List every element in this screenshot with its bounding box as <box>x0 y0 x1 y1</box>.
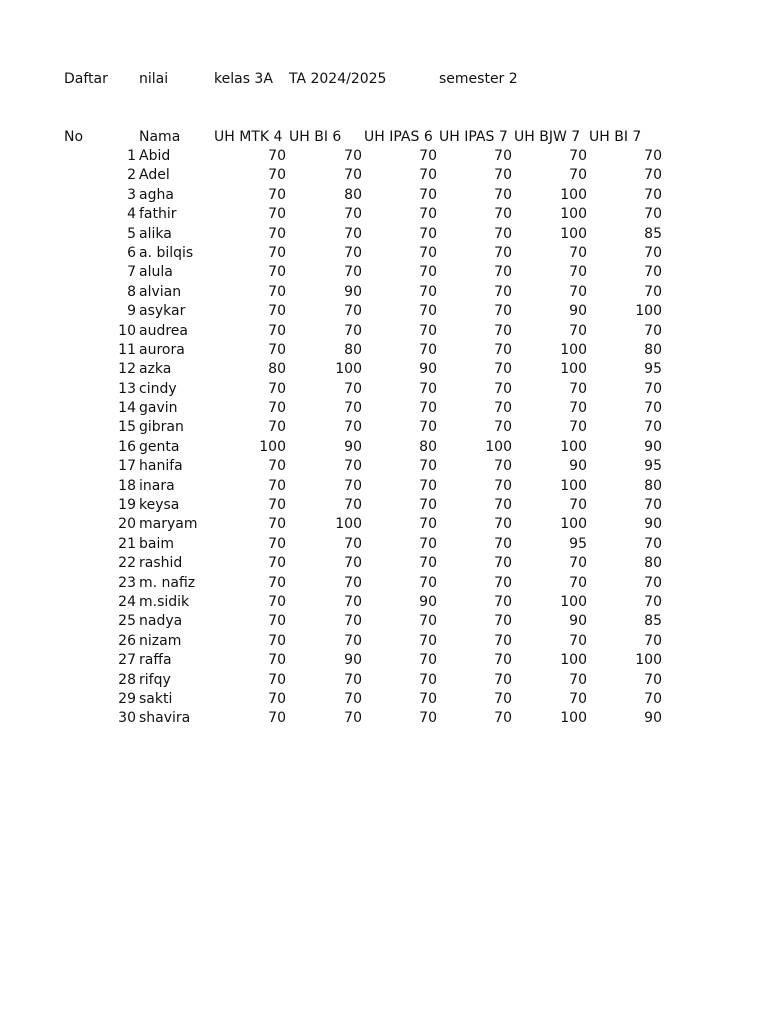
table-row <box>0 554 768 573</box>
score-uh-bjw-7: 70 <box>569 167 587 184</box>
score-uh-bi-7: 70 <box>644 264 662 281</box>
score-uh-ipas-7: 70 <box>494 322 512 339</box>
score-uh-ipas-7: 70 <box>494 341 512 358</box>
score-uh-ipas-7: 70 <box>494 632 512 649</box>
score-uh-bi-7: 80 <box>644 555 662 572</box>
score-uh-mtk-4: 70 <box>268 555 286 572</box>
student-name: inara <box>139 477 175 494</box>
student-name: keysa <box>139 497 180 514</box>
header-uh-bi-7: UH BI 7 <box>589 129 642 145</box>
table-row <box>0 612 768 631</box>
score-uh-ipas-7: 100 <box>485 438 512 455</box>
score-uh-bi-6: 70 <box>344 497 362 514</box>
row-number: 13 <box>118 380 136 397</box>
table-row <box>0 515 768 534</box>
score-uh-bjw-7: 100 <box>560 225 587 242</box>
score-uh-bjw-7: 90 <box>569 303 587 320</box>
table-row <box>0 477 768 496</box>
score-uh-bi-6: 70 <box>344 167 362 184</box>
student-name: genta <box>139 438 180 455</box>
score-uh-bi-7: 90 <box>644 516 662 533</box>
title-daftar: Daftar <box>64 71 108 87</box>
student-name: maryam <box>139 516 198 533</box>
score-uh-ipas-6: 70 <box>419 477 437 494</box>
row-number: 24 <box>118 593 136 610</box>
score-uh-bi-7: 70 <box>644 497 662 514</box>
score-uh-ipas-7: 70 <box>494 574 512 591</box>
student-name: a. bilqis <box>139 244 194 261</box>
score-uh-ipas-7: 70 <box>494 555 512 572</box>
score-uh-mtk-4: 70 <box>268 380 286 397</box>
table-row <box>0 205 768 224</box>
score-uh-ipas-6: 70 <box>419 497 437 514</box>
score-uh-ipas-6: 70 <box>419 380 437 397</box>
score-uh-bjw-7: 70 <box>569 148 587 164</box>
score-uh-bi-6: 70 <box>344 303 362 320</box>
row-number: 6 <box>127 244 136 261</box>
score-uh-ipas-6: 70 <box>419 264 437 281</box>
row-number: 26 <box>118 632 136 649</box>
score-uh-bjw-7: 100 <box>560 341 587 358</box>
score-uh-bi-7: 70 <box>644 244 662 261</box>
student-name: rashid <box>139 555 183 572</box>
score-uh-bjw-7: 100 <box>560 438 587 455</box>
student-name: baim <box>139 535 174 552</box>
score-uh-bjw-7: 100 <box>560 206 587 223</box>
score-uh-mtk-4: 70 <box>268 671 286 688</box>
row-number: 29 <box>118 690 136 707</box>
score-uh-bi-7: 90 <box>644 710 662 727</box>
score-uh-bi-6: 70 <box>344 380 362 397</box>
score-uh-ipas-6: 70 <box>419 167 437 184</box>
row-number: 7 <box>127 264 136 281</box>
header-uh-bi-6: UH BI 6 <box>289 129 342 145</box>
score-uh-bi-6: 70 <box>344 148 362 164</box>
score-uh-ipas-6: 70 <box>419 419 437 436</box>
score-uh-bi-7: 70 <box>644 535 662 552</box>
score-uh-bi-6: 70 <box>344 632 362 649</box>
score-uh-ipas-6: 70 <box>419 244 437 261</box>
title-nilai: nilai <box>139 71 169 87</box>
score-uh-bi-6: 70 <box>344 535 362 552</box>
student-name: gibran <box>139 419 184 436</box>
student-name: m. nafiz <box>139 574 196 591</box>
score-uh-ipas-7: 70 <box>494 593 512 610</box>
score-uh-mtk-4: 70 <box>268 283 286 300</box>
score-uh-mtk-4: 70 <box>268 419 286 436</box>
score-uh-mtk-4: 70 <box>268 593 286 610</box>
student-name: rifqy <box>139 671 171 688</box>
table-row <box>0 360 768 379</box>
score-uh-ipas-6: 70 <box>419 225 437 242</box>
score-uh-bi-7: 70 <box>644 671 662 688</box>
score-uh-ipas-7: 70 <box>494 497 512 514</box>
score-uh-bi-7: 80 <box>644 341 662 358</box>
score-uh-bi-6: 80 <box>344 186 362 203</box>
row-number: 21 <box>118 535 136 552</box>
score-uh-ipas-6: 70 <box>419 516 437 533</box>
score-uh-bi-7: 90 <box>644 438 662 455</box>
score-uh-mtk-4: 70 <box>268 225 286 242</box>
student-name: fathir <box>139 206 177 223</box>
score-uh-ipas-7: 70 <box>494 225 512 242</box>
score-uh-ipas-7: 70 <box>494 244 512 261</box>
score-uh-bi-7: 70 <box>644 206 662 223</box>
score-uh-bi-7: 85 <box>644 225 662 242</box>
score-uh-bjw-7: 100 <box>560 186 587 203</box>
score-uh-ipas-6: 90 <box>419 593 437 610</box>
student-name: raffa <box>139 652 172 669</box>
score-uh-bi-7: 70 <box>644 186 662 203</box>
score-uh-ipas-6: 70 <box>419 458 437 475</box>
table-row <box>0 535 768 554</box>
student-name: Abid <box>139 148 171 164</box>
score-uh-bjw-7: 70 <box>569 264 587 281</box>
score-uh-bjw-7: 70 <box>569 690 587 707</box>
score-uh-bjw-7: 100 <box>560 652 587 669</box>
score-uh-mtk-4: 70 <box>268 574 286 591</box>
score-uh-ipas-7: 70 <box>494 477 512 494</box>
score-uh-bi-7: 70 <box>644 574 662 591</box>
score-uh-bi-7: 70 <box>644 419 662 436</box>
score-uh-mtk-4: 80 <box>268 361 286 378</box>
row-number: 9 <box>127 303 136 320</box>
student-name: asykar <box>139 303 186 320</box>
table-row <box>0 651 768 670</box>
row-number: 3 <box>127 186 136 203</box>
score-uh-bjw-7: 100 <box>560 516 587 533</box>
score-uh-ipas-6: 70 <box>419 690 437 707</box>
score-uh-ipas-7: 70 <box>494 613 512 630</box>
score-uh-mtk-4: 70 <box>268 652 286 669</box>
score-uh-ipas-6: 70 <box>419 341 437 358</box>
score-uh-ipas-7: 70 <box>494 206 512 223</box>
student-name: nadya <box>139 613 183 630</box>
table-row <box>0 690 768 709</box>
title-kelas: kelas 3A <box>214 71 273 87</box>
score-uh-bjw-7: 70 <box>569 244 587 261</box>
score-uh-bi-6: 70 <box>344 555 362 572</box>
score-uh-bjw-7: 70 <box>569 497 587 514</box>
score-uh-bi-7: 70 <box>644 322 662 339</box>
score-uh-bi-6: 70 <box>344 690 362 707</box>
score-uh-ipas-7: 70 <box>494 186 512 203</box>
student-name: alula <box>139 264 173 281</box>
score-uh-mtk-4: 70 <box>268 186 286 203</box>
score-uh-mtk-4: 70 <box>268 303 286 320</box>
score-uh-ipas-7: 70 <box>494 710 512 727</box>
score-uh-bi-7: 100 <box>635 303 662 320</box>
score-uh-bi-6: 70 <box>344 710 362 727</box>
row-number: 25 <box>118 613 136 630</box>
score-uh-bi-7: 70 <box>644 148 662 164</box>
score-uh-ipas-6: 70 <box>419 652 437 669</box>
score-uh-ipas-7: 70 <box>494 361 512 378</box>
score-uh-mtk-4: 70 <box>268 535 286 552</box>
row-number: 17 <box>118 458 136 475</box>
student-name: audrea <box>139 322 188 339</box>
score-uh-ipas-6: 90 <box>419 361 437 378</box>
score-uh-bjw-7: 70 <box>569 322 587 339</box>
row-number: 11 <box>118 341 136 358</box>
score-uh-bi-6: 70 <box>344 206 362 223</box>
table-row <box>0 186 768 205</box>
student-name: azka <box>139 361 172 378</box>
score-uh-mtk-4: 70 <box>268 322 286 339</box>
header-uh-bjw-7: UH BJW 7 <box>514 129 581 145</box>
table-row <box>0 438 768 457</box>
table-row <box>0 283 768 302</box>
score-uh-ipas-6: 80 <box>419 438 437 455</box>
table-row <box>0 496 768 515</box>
score-uh-mtk-4: 70 <box>268 477 286 494</box>
row-number: 23 <box>118 574 136 591</box>
score-uh-ipas-7: 70 <box>494 419 512 436</box>
student-name: m.sidik <box>139 593 190 610</box>
score-uh-bjw-7: 100 <box>560 710 587 727</box>
table-row <box>0 593 768 612</box>
score-uh-ipas-6: 70 <box>419 535 437 552</box>
score-uh-mtk-4: 70 <box>268 613 286 630</box>
score-uh-bi-7: 95 <box>644 458 662 475</box>
table-row <box>0 263 768 282</box>
score-uh-bi-7: 70 <box>644 167 662 184</box>
row-number: 18 <box>118 477 136 494</box>
score-uh-bjw-7: 100 <box>560 477 587 494</box>
row-number: 30 <box>118 710 136 727</box>
student-name: shavira <box>139 710 191 727</box>
score-uh-ipas-6: 70 <box>419 186 437 203</box>
student-name: sakti <box>139 690 173 707</box>
score-uh-ipas-7: 70 <box>494 535 512 552</box>
student-name: aurora <box>139 341 185 358</box>
score-uh-mtk-4: 100 <box>259 438 286 455</box>
score-uh-bi-6: 70 <box>344 400 362 417</box>
score-uh-ipas-6: 70 <box>419 555 437 572</box>
score-uh-ipas-7: 70 <box>494 283 512 300</box>
header-uh-mtk-4: UH MTK 4 <box>214 129 283 145</box>
score-table-body <box>0 147 768 729</box>
score-uh-mtk-4: 70 <box>268 632 286 649</box>
student-name: hanifa <box>139 458 183 475</box>
table-row <box>0 225 768 244</box>
row-number: 2 <box>127 167 136 184</box>
score-uh-bjw-7: 70 <box>569 632 587 649</box>
student-name: alika <box>139 225 172 242</box>
score-uh-mtk-4: 70 <box>268 690 286 707</box>
score-uh-mtk-4: 70 <box>268 206 286 223</box>
score-uh-mtk-4: 70 <box>268 458 286 475</box>
score-uh-ipas-6: 70 <box>419 148 437 164</box>
table-row <box>0 322 768 341</box>
header-nama: Nama <box>139 129 181 145</box>
student-name: gavin <box>139 400 178 417</box>
score-uh-mtk-4: 70 <box>268 148 286 164</box>
score-uh-bi-6: 100 <box>335 516 362 533</box>
score-uh-bi-6: 100 <box>335 361 362 378</box>
score-uh-bi-6: 90 <box>344 438 362 455</box>
score-uh-ipas-7: 70 <box>494 148 512 164</box>
table-row <box>0 244 768 263</box>
score-uh-mtk-4: 70 <box>268 516 286 533</box>
student-name: agha <box>139 186 174 203</box>
score-uh-bi-6: 70 <box>344 458 362 475</box>
row-number: 5 <box>127 225 136 242</box>
header-uh-ipas-6: UH IPAS 6 <box>364 129 433 145</box>
score-uh-ipas-6: 70 <box>419 632 437 649</box>
score-uh-bjw-7: 100 <box>560 593 587 610</box>
score-uh-mtk-4: 70 <box>268 497 286 514</box>
score-uh-bjw-7: 70 <box>569 671 587 688</box>
header-uh-ipas-7: UH IPAS 7 <box>439 129 508 145</box>
student-name: alvian <box>139 283 182 300</box>
score-uh-bi-7: 70 <box>644 690 662 707</box>
title-ta: TA 2024/2025 <box>289 71 387 87</box>
score-uh-bi-7: 70 <box>644 380 662 397</box>
score-uh-bi-7: 100 <box>635 652 662 669</box>
table-row <box>0 574 768 593</box>
score-uh-ipas-7: 70 <box>494 690 512 707</box>
row-number: 27 <box>118 652 136 669</box>
score-uh-bjw-7: 70 <box>569 419 587 436</box>
score-uh-mtk-4: 70 <box>268 341 286 358</box>
score-uh-ipas-7: 70 <box>494 303 512 320</box>
score-uh-bjw-7: 90 <box>569 613 587 630</box>
score-uh-bjw-7: 90 <box>569 458 587 475</box>
table-row <box>0 399 768 418</box>
score-uh-bjw-7: 70 <box>569 283 587 300</box>
score-uh-bi-6: 90 <box>344 283 362 300</box>
score-uh-bi-7: 70 <box>644 593 662 610</box>
score-uh-bi-6: 70 <box>344 225 362 242</box>
score-uh-bi-6: 80 <box>344 341 362 358</box>
score-uh-mtk-4: 70 <box>268 167 286 184</box>
score-uh-bi-6: 70 <box>344 613 362 630</box>
table-row <box>0 380 768 399</box>
row-number: 10 <box>118 322 136 339</box>
row-number: 22 <box>118 555 136 572</box>
row-number: 1 <box>127 148 136 164</box>
score-uh-ipas-7: 70 <box>494 652 512 669</box>
table-row <box>0 341 768 360</box>
score-uh-ipas-7: 70 <box>494 671 512 688</box>
score-uh-ipas-6: 70 <box>419 303 437 320</box>
score-uh-ipas-6: 70 <box>419 710 437 727</box>
score-uh-mtk-4: 70 <box>268 710 286 727</box>
score-uh-ipas-7: 70 <box>494 516 512 533</box>
score-uh-bi-6: 70 <box>344 244 362 261</box>
score-uh-bi-6: 70 <box>344 574 362 591</box>
student-name: nizam <box>139 632 182 649</box>
row-number: 4 <box>127 206 136 223</box>
table-row <box>0 671 768 690</box>
score-uh-mtk-4: 70 <box>268 400 286 417</box>
student-name: cindy <box>139 380 177 397</box>
score-uh-bi-6: 90 <box>344 652 362 669</box>
score-uh-ipas-6: 70 <box>419 322 437 339</box>
score-uh-bi-7: 70 <box>644 632 662 649</box>
row-number: 12 <box>118 361 136 378</box>
score-uh-bjw-7: 70 <box>569 400 587 417</box>
score-uh-mtk-4: 70 <box>268 244 286 261</box>
row-number: 28 <box>118 671 136 688</box>
table-row <box>0 632 768 651</box>
score-uh-bjw-7: 70 <box>569 555 587 572</box>
score-uh-ipas-7: 70 <box>494 264 512 281</box>
score-uh-bi-6: 70 <box>344 477 362 494</box>
score-uh-ipas-6: 70 <box>419 206 437 223</box>
score-uh-ipas-6: 70 <box>419 574 437 591</box>
row-number: 8 <box>127 283 136 300</box>
score-uh-ipas-6: 70 <box>419 283 437 300</box>
header-no: No <box>64 129 84 145</box>
row-number: 14 <box>118 400 136 417</box>
score-uh-ipas-7: 70 <box>494 458 512 475</box>
score-uh-bi-7: 95 <box>644 361 662 378</box>
student-name: Adel <box>139 167 170 184</box>
score-uh-ipas-7: 70 <box>494 380 512 397</box>
score-uh-bjw-7: 70 <box>569 574 587 591</box>
score-uh-bjw-7: 70 <box>569 380 587 397</box>
score-uh-bi-6: 70 <box>344 671 362 688</box>
score-uh-bjw-7: 95 <box>569 535 587 552</box>
score-uh-bi-7: 70 <box>644 283 662 300</box>
row-number: 20 <box>118 516 136 533</box>
score-uh-ipas-7: 70 <box>494 167 512 184</box>
table-row <box>0 709 768 728</box>
score-uh-bi-7: 70 <box>644 400 662 417</box>
score-uh-bi-6: 70 <box>344 264 362 281</box>
score-uh-ipas-6: 70 <box>419 671 437 688</box>
score-uh-bi-6: 70 <box>344 419 362 436</box>
score-uh-bjw-7: 100 <box>560 361 587 378</box>
table-row <box>0 418 768 437</box>
score-uh-ipas-7: 70 <box>494 400 512 417</box>
row-number: 16 <box>118 438 136 455</box>
score-uh-bi-7: 85 <box>644 613 662 630</box>
table-row <box>0 147 768 166</box>
table-row <box>0 457 768 476</box>
score-uh-bi-6: 70 <box>344 593 362 610</box>
score-uh-mtk-4: 70 <box>268 264 286 281</box>
title-semester: semester 2 <box>439 71 518 87</box>
score-uh-ipas-6: 70 <box>419 400 437 417</box>
row-number: 19 <box>118 497 136 514</box>
table-row <box>0 166 768 185</box>
score-uh-ipas-6: 70 <box>419 613 437 630</box>
row-number: 15 <box>118 419 136 436</box>
score-uh-bi-6: 70 <box>344 322 362 339</box>
table-row <box>0 302 768 321</box>
score-uh-bi-7: 80 <box>644 477 662 494</box>
